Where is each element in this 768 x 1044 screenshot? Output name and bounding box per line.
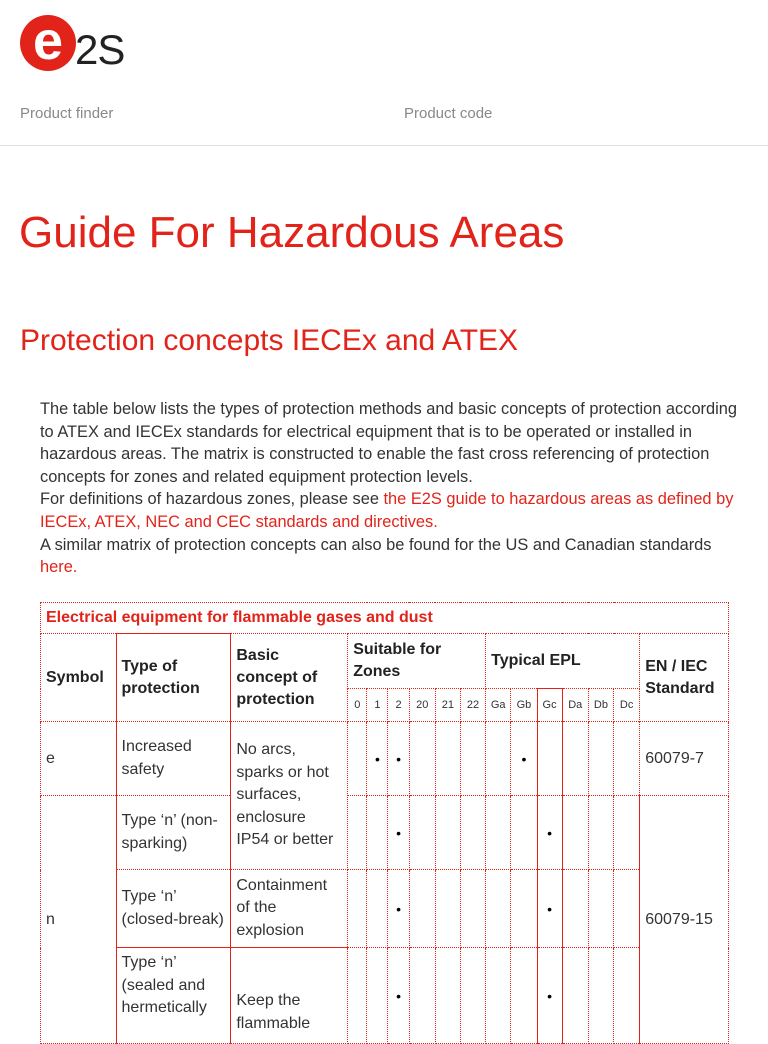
intro-p3-text: A similar matrix of protection concepts can also be found for the US and Canadian standards [40,535,712,554]
row-type: Type ‘n’ (sealed and hermetically [116,948,231,1044]
nav-product-code[interactable]: Product code [404,105,493,122]
cell-epl-gc [537,722,562,796]
row-type: Type ‘n’ (non-sparking) [116,796,231,870]
cell-epl-dc [614,870,640,948]
zone-0: 0 [348,689,367,722]
zone-2: 2 [388,689,409,722]
cell-zone-20 [409,722,435,796]
header-standard: EN / IEC Standard [640,634,729,722]
cell-epl-db [588,870,613,948]
header-type: Type of protection [116,634,231,722]
cell-epl-gc: • [537,948,562,1044]
cell-zone-22 [460,948,485,1044]
cell-zone-22 [460,722,485,796]
cell-epl-gc: • [537,870,562,948]
row-basic-concept: Containment of the explosion [231,870,348,948]
table-header-row [41,634,729,689]
epl-gb: Gb [511,689,537,722]
logo-e-letter: e [32,11,64,71]
cell-epl-gb [511,796,537,870]
cell-zone-0 [348,722,367,796]
header-epl: Typical EPL [486,634,640,689]
cell-zone-1 [367,948,388,1044]
epl-db: Db [588,689,613,722]
cell-zone-2: • [388,870,409,948]
row-basic-concept: No arcs, sparks or hot surfaces, enclosure IP54 or better [231,722,348,870]
cell-zone-20 [409,796,435,870]
cell-zone-0 [348,870,367,948]
header-divider [0,145,768,146]
intro-paragraph-1: The table below lists the types of protection methods and basic concepts of protection according to ATEX and IECEx standards for electrical equipment that is to be operated or installed in hazardous areas. The matrix is constructed to enable the fast cross referencing of protection concepts for zones and related equipment protection levels. [40,400,738,486]
cell-zone-20 [409,870,435,948]
header-symbol: Symbol [41,634,117,722]
cell-epl-ga [486,722,511,796]
intro-text [40,398,740,579]
cell-epl-da [562,948,588,1044]
cell-epl-ga [486,796,511,870]
table-row [41,722,729,796]
table-caption-row [41,603,729,634]
row-type: Type ‘n’ (closed-break) [116,870,231,948]
cell-zone-0 [348,796,367,870]
nav-product-finder[interactable]: Product finder [20,105,114,122]
cell-zone-22 [460,796,485,870]
cell-epl-db [588,948,613,1044]
logo-text: 2S [75,26,125,73]
cell-zone-1 [367,796,388,870]
cell-zone-21 [435,948,460,1044]
cell-epl-ga [486,948,511,1044]
table-row [41,948,729,1044]
row-type: Increased safety [116,722,231,796]
cell-epl-db [588,722,613,796]
hazardous-areas-guide-link[interactable]: the E2S guide to hazardous areas as defined by IECEx, ATEX, NEC and CEC standards and directives. [40,490,734,531]
intro-p2-text: For definitions of hazardous zones, please see [40,490,384,509]
protection-table [40,602,729,1044]
cell-epl-gc: • [537,796,562,870]
row-symbol: e [41,722,117,796]
header-zones: Suitable for Zones [348,634,486,689]
cell-zone-20 [409,948,435,1044]
zone-21: 21 [435,689,460,722]
cell-zone-21 [435,796,460,870]
section-title: Protection concepts IECEx and ATEX [20,324,519,357]
cell-zone-2: • [388,722,409,796]
header-basic-concept: Basic concept of protection [231,634,348,722]
cell-epl-da [562,796,588,870]
cell-epl-da [562,870,588,948]
cell-epl-dc [614,722,640,796]
epl-da: Da [562,689,588,722]
table-row [41,796,729,870]
row-standard: 60079-15 [640,796,729,1044]
cell-epl-da [562,722,588,796]
cell-epl-dc [614,796,640,870]
zone-1: 1 [367,689,388,722]
cell-zone-21 [435,722,460,796]
cell-epl-gb [511,948,537,1044]
cell-zone-2: • [388,796,409,870]
epl-ga: Ga [486,689,511,722]
cell-zone-21 [435,870,460,948]
cell-zone-1: • [367,722,388,796]
cell-epl-ga [486,870,511,948]
cell-epl-gb [511,870,537,948]
cell-zone-2: • [388,948,409,1044]
logo-circle [20,11,76,71]
table-caption: Electrical equipment for flammable gases and dust [41,603,729,634]
e2s-logo[interactable] [20,11,140,73]
cell-zone-0 [348,948,367,1044]
zone-22: 22 [460,689,485,722]
row-symbol: n [41,796,117,1044]
intro-paragraph-3 [40,534,740,579]
us-canadian-matrix-link[interactable]: here. [40,558,78,577]
cell-zone-1 [367,870,388,948]
cell-epl-gb: • [511,722,537,796]
cell-epl-db [588,796,613,870]
intro-paragraph-2 [40,488,740,533]
row-basic-concept: Keep the flammable [231,948,348,1044]
table-row [41,870,729,948]
cell-zone-22 [460,870,485,948]
page-title: Guide For Hazardous Areas [19,208,565,257]
zone-20: 20 [409,689,435,722]
epl-dc: Dc [614,689,640,722]
protection-matrix [40,602,730,1044]
row-standard: 60079-7 [640,722,729,796]
cell-epl-dc [614,948,640,1044]
epl-gc: Gc [537,689,562,722]
